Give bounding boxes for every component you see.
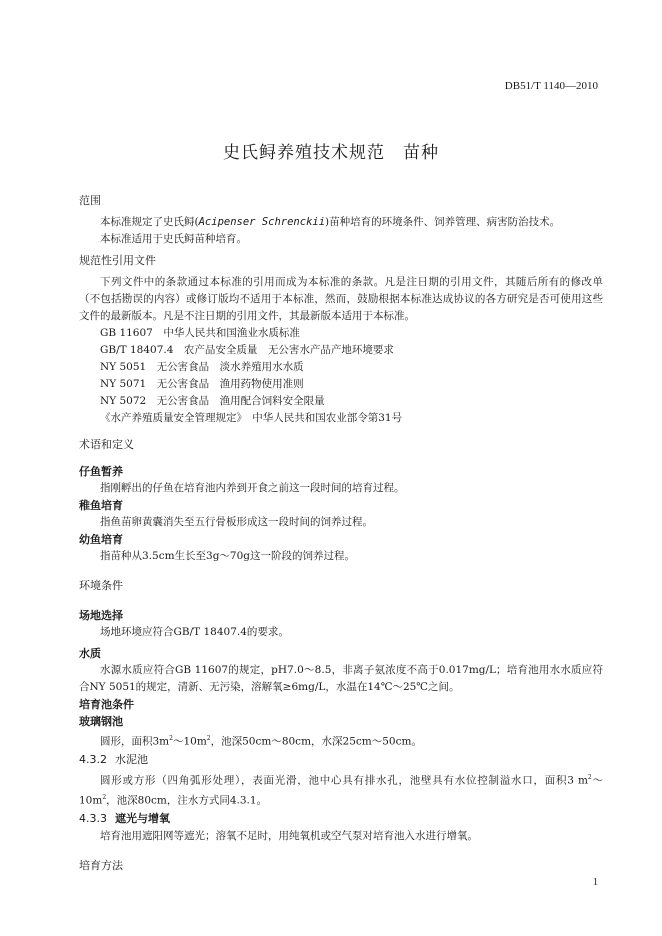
document-body: [79, 192, 603, 875]
glass-pond-text: 圆形，面积$3m^2\sim 10m^2$，池深50cm～80cm，水深25cm～50cm。: [100, 735, 422, 748]
document-code: DB51/T 1140—2010: [504, 80, 598, 92]
species-name: Acipenser Schrenckii: [198, 216, 326, 228]
cement-pond-text: 圆形或方形（四角弧形处理），表面光滑，池中心具有排水孔，池壁具有水位控制溢水口，面积3 $m^2\sim 10m^2$，池深80cm，注水方式同4.3.1。: [79, 773, 603, 807]
reference-item: 《水产养殖质量安全管理规定》 中华人民共和国农业部令第31号: [100, 412, 403, 424]
reference-item: NY 5051 无公害食品 淡水养殖用水水质: [100, 361, 304, 373]
section-heading-scope: 范围: [79, 194, 101, 207]
references-intro: 下列文件中的条款通过本标准的引用而成为本标准的条款。凡是注日期的引用文件，其随后所有的修改单（不包括勘误的内容）或修订版均不适用于本标准，然而，鼓励根据本标准达成协议的各方研究是否可使用这些文件的最新版本。凡是不注日期的引用文件，其最新版本适用于本标准。: [79, 276, 603, 322]
subsection-heading-site: 场地选择: [79, 609, 123, 622]
site-text: 场地环境应符合GB/T 18407.4的要求。: [100, 626, 289, 638]
page-number: 1: [593, 877, 598, 888]
reference-item: NY 5071 无公害食品 渔用药物使用准则: [100, 378, 304, 390]
term-heading: 稚鱼培育: [79, 499, 123, 512]
reference-item: GB 11607 中华人民共和国渔业水质标准: [100, 327, 300, 339]
section-heading-environment: 环境条件: [79, 579, 123, 592]
term-heading: 幼鱼培育: [79, 533, 123, 546]
water-text: 水源水质应符合GB 11607的规定，pH7.0～8.5，非离子氨浓度不高于0.017mg/L；培育池用水水质应符合NY 5051的规定，清新、无污染，溶解氧≥6mg/L，水温在14℃～25℃之间。: [79, 664, 603, 693]
section-heading-methods: 培育方法: [79, 858, 123, 872]
term-heading: 仔鱼暂养: [79, 465, 123, 478]
subsection-heading-shade: 4.3.3 遮光与增氧: [79, 811, 170, 825]
reference-item: GB/T 18407.4 农产品安全质量 无公害水产品产地环境要求: [100, 344, 394, 356]
term-definition: 指鱼苗卵黄囊消失至五行骨板形成这一段时间的饲养过程。: [100, 516, 373, 528]
subsection-heading-water: 水质: [79, 647, 101, 660]
term-definition: 指苗种从3.5cm生长至3g～70g这一阶段的饲养过程。: [100, 550, 356, 562]
document-title: 史氏鲟养殖技术规范 苗种: [223, 143, 439, 163]
subsection-heading-pond: 培育池条件: [79, 698, 134, 711]
subsection-heading-glass-pond: 玻璃钢池: [79, 715, 123, 728]
section-heading-terms: 术语和定义: [79, 438, 134, 451]
subsection-heading-cement-pond: 4.3.2 水泥池: [79, 752, 148, 766]
scope-paragraph-1: 本标准规定了史氏鲟(Acipenser Schrenckii)苗种培育的环境条件、饲养管理、病害防治技术。: [100, 216, 561, 228]
reference-item: NY 5072 无公害食品 渔用配合饲料安全限量: [100, 395, 325, 407]
section-heading-references: 规范性引用文件: [79, 254, 156, 267]
shade-text: 培育池用遮阳网等遮光；溶氧不足时，用纯氧机或空气泵对培育池入水进行增氧。: [100, 829, 478, 842]
term-definition: 指刚孵出的仔鱼在培育池内养到开食之前这一段时间的培育过程。: [100, 482, 405, 494]
scope-paragraph-2: 本标准适用于史氏鲟苗种培育。: [100, 233, 247, 245]
